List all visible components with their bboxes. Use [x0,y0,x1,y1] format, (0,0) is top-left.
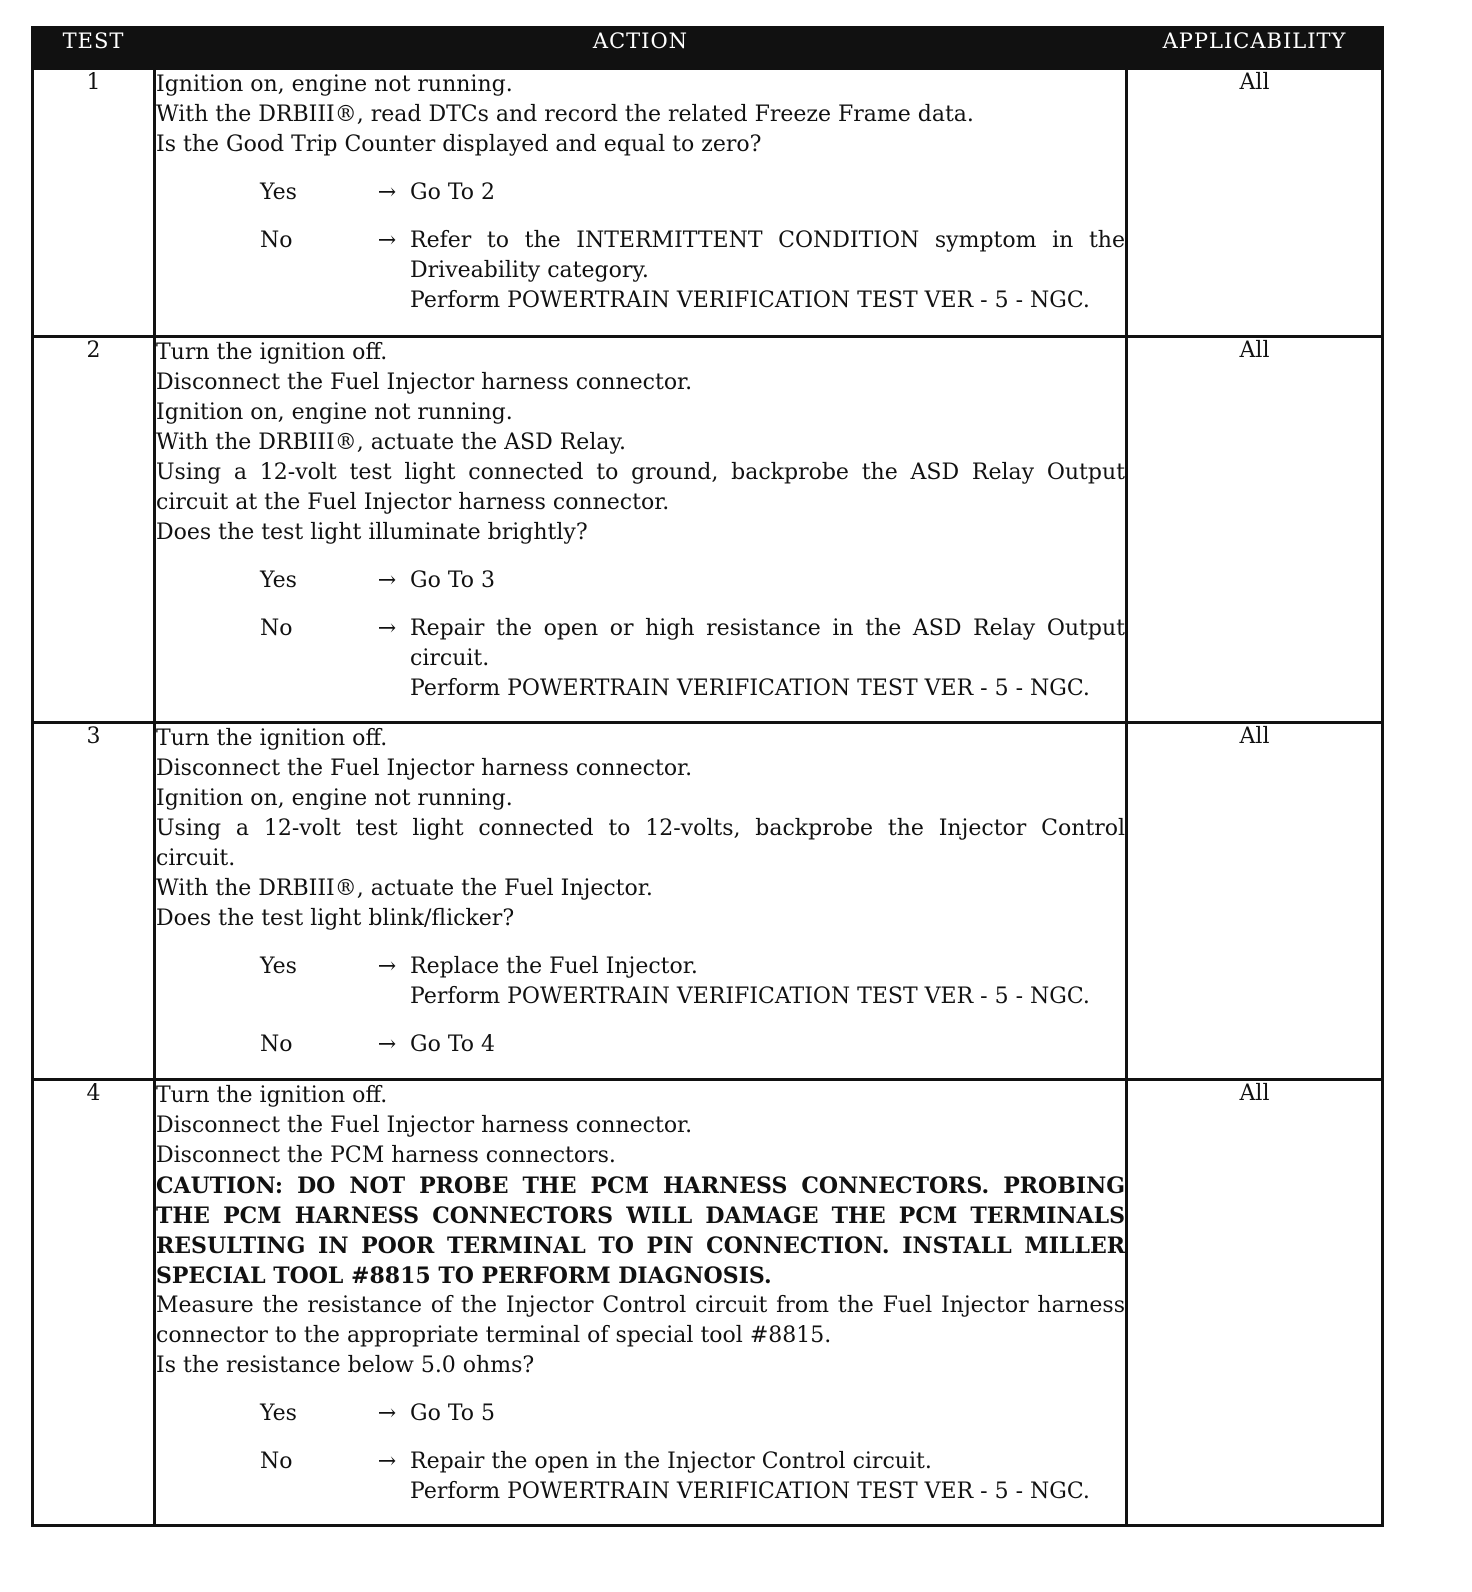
result-text: Go To 5 [410,1401,496,1426]
step-text: Turn the ignition off. [156,340,388,365]
no-label: No [260,228,293,253]
result-text: Perform POWERTRAIN VERIFICATION TEST VER - 5 - NGC. [410,676,1090,701]
table-row [33,723,1383,1080]
result-text: Perform POWERTRAIN VERIFICATION TEST VER - 5 - NGC. [410,984,1090,1009]
result-text: Refer to the INTERMITTENT CONDITION symptom in the Driveability category. [410,228,1125,283]
arrow-icon: → [377,1032,397,1057]
yes-outcome [156,952,1125,1012]
yes-label: Yes [260,954,297,979]
header-test: TEST [33,28,155,69]
step-text: Disconnect the Fuel Injector harness connector. [156,756,693,781]
no-outcome [156,1447,1125,1507]
yes-result [410,952,1125,1012]
yes-label: Yes [260,568,297,593]
result-text: Go To 2 [410,180,496,205]
caution-text: CAUTION: DO NOT PROBE THE PCM HARNESS CONNECTORS. PROBING THE PCM HARNESS CONNECTORS WILL DAMAGE THE PCM TERMINALS RESULTING IN POOR TERMINAL TO PIN CONNECTION. INSTALL MILLER SPECIAL TOOL #8815 TO PERFORM DIAGNOSIS. [156,1173,1125,1289]
result-text: Repair the open or high resistance in the ASD Relay Output circuit. [410,616,1125,671]
step-text: Using a 12-volt test light connected to ground, backprobe the ASD Relay Output circuit at the Fuel Injector harness connector. [156,460,1125,515]
action-cell [155,69,1127,337]
table-header-row [33,28,1383,69]
applicability-value: All [1127,69,1383,337]
applicability-value: All [1127,337,1383,723]
no-label: No [260,1032,293,1057]
yes-outcome [156,1399,1125,1429]
table-row [33,69,1383,337]
step-text: Turn the ignition off. [156,726,388,751]
result-text: Go To 3 [410,568,496,593]
step-text: Does the test light illuminate brightly? [156,520,588,545]
step-text: Measure the resistance of the Injector Control circuit from the Fuel Injector harness connector to the appropriate terminal of special tool #8815. [156,1293,1125,1348]
result-text: Repair the open in the Injector Control circuit. [410,1449,932,1474]
no-result [410,226,1125,316]
result-text: Perform POWERTRAIN VERIFICATION TEST VER - 5 - NGC. [410,1479,1090,1504]
no-outcome [156,614,1125,704]
applicability-value: All [1127,1080,1383,1526]
step-text: With the DRBIII®, actuate the Fuel Injector. [156,876,653,901]
test-number: 4 [33,1080,155,1526]
step-text: Disconnect the PCM harness connectors. [156,1143,616,1168]
no-label: No [260,1449,293,1474]
no-result [410,614,1125,704]
yes-outcome [156,566,1125,596]
step-text: Is the Good Trip Counter displayed and equal to zero? [156,132,762,157]
result-text: Go To 4 [410,1032,496,1057]
action-cell [155,1080,1127,1526]
arrow-icon: → [377,180,397,205]
no-result [410,1447,1125,1507]
step-text: Disconnect the Fuel Injector harness connector. [156,370,693,395]
step-text: Is the resistance below 5.0 ohms? [156,1353,535,1378]
action-cell [155,723,1127,1080]
step-text: With the DRBIII®, actuate the ASD Relay. [156,430,626,455]
arrow-icon: → [377,616,397,641]
arrow-icon: → [377,954,397,979]
yes-result [410,1399,1125,1429]
test-number: 1 [33,69,155,337]
yes-label: Yes [260,180,297,205]
header-action: ACTION [155,28,1127,69]
yes-result [410,566,1125,596]
action-cell [155,337,1127,723]
result-text: Perform POWERTRAIN VERIFICATION TEST VER - 5 - NGC. [410,288,1090,313]
step-text: Does the test light blink/flicker? [156,906,515,931]
no-result [410,1030,1125,1060]
arrow-icon: → [377,568,397,593]
step-text: Using a 12-volt test light connected to 12-volts, backprobe the Injector Control circuit. [156,816,1125,871]
arrow-icon: → [377,1401,397,1426]
step-text: Ignition on, engine not running. [156,786,513,811]
no-label: No [260,616,293,641]
no-outcome [156,1030,1125,1060]
table-row [33,337,1383,723]
step-text: With the DRBIII®, read DTCs and record the related Freeze Frame data. [156,102,974,127]
result-text: Replace the Fuel Injector. [410,954,698,979]
diagnostic-test-table [31,26,1384,1527]
applicability-value: All [1127,723,1383,1080]
test-number: 3 [33,723,155,1080]
arrow-icon: → [377,228,397,253]
yes-label: Yes [260,1401,297,1426]
yes-outcome [156,178,1125,208]
no-outcome [156,226,1125,316]
yes-result [410,178,1125,208]
step-text: Turn the ignition off. [156,1083,388,1108]
step-text: Ignition on, engine not running. [156,72,513,97]
table-row [33,1080,1383,1526]
header-applicability: APPLICABILITY [1127,28,1383,69]
arrow-icon: → [377,1449,397,1474]
test-number: 2 [33,337,155,723]
step-text: Disconnect the Fuel Injector harness connector. [156,1113,693,1138]
step-text: Ignition on, engine not running. [156,400,513,425]
